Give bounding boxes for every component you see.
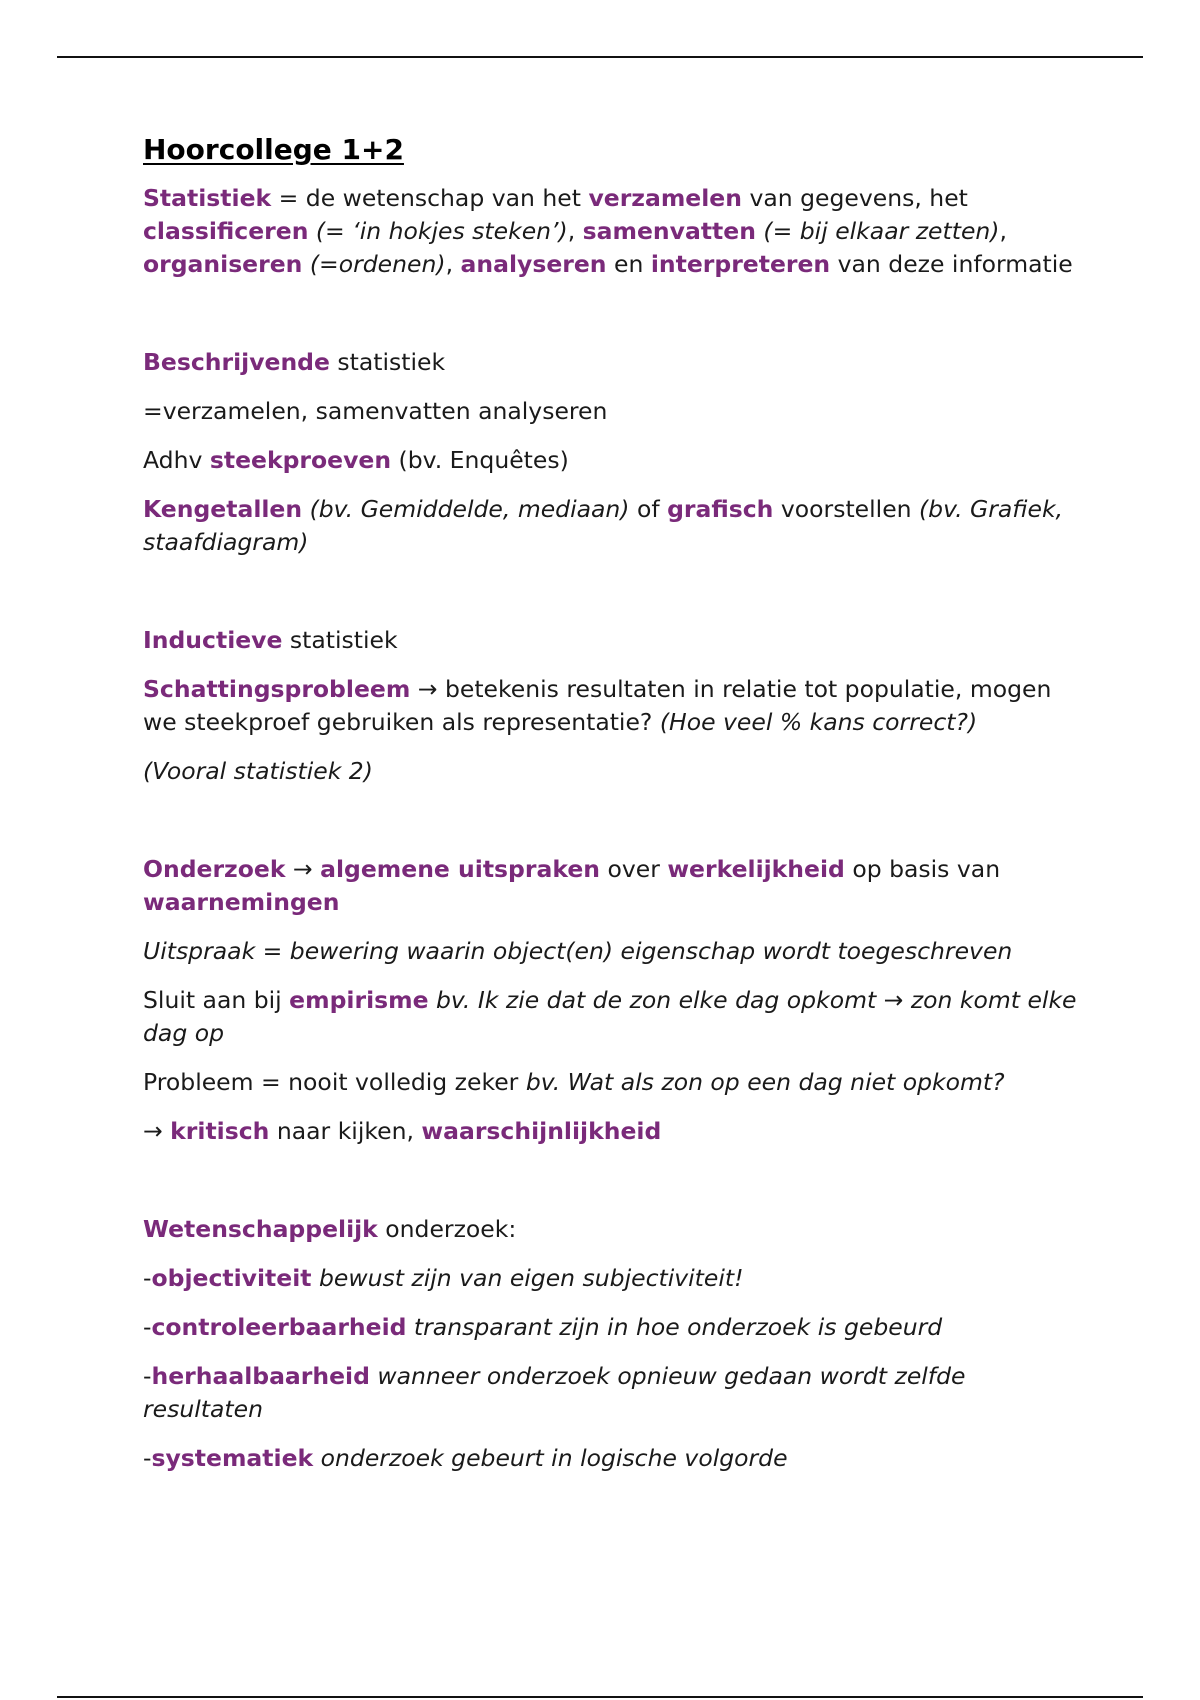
section-onderzoek (143, 853, 1083, 1148)
paragraph: (Vooral statistiek 2) (143, 757, 373, 785)
bottom-rule (57, 1696, 1143, 1698)
kw-interpreteren: interpreteren (650, 250, 831, 278)
section-heading: Inductieve statistiek (143, 626, 398, 654)
paragraph: Sluit aan bij empirisme bv. Ik zie dat de zon elke dag opkomt → zon komt elke dag op (143, 986, 1077, 1047)
kw-samenvatten: samenvatten (582, 217, 756, 245)
section-inductieve (143, 624, 1083, 788)
paragraph: → kritisch naar kijken, waarschijnlijkheid (143, 1117, 662, 1145)
paragraph: Probleem = nooit volledig zeker bv. Wat als zon op een dag niet opkomt? (143, 1068, 1005, 1096)
section-heading: Wetenschappelijk onderzoek: (143, 1215, 517, 1243)
paragraph: =verzamelen, samenvatten analyseren (143, 397, 608, 425)
kw-organiseren: organiseren (143, 250, 303, 278)
list-item: -objectiviteit bewust zijn van eigen subjectiviteit! (143, 1264, 744, 1292)
section-heading: Onderzoek → algemene uitspraken over werkelijkheid op basis van waarnemingen (143, 855, 1001, 916)
list-item: -systematiek onderzoek gebeurt in logische volgorde (143, 1444, 788, 1472)
paragraph: Adhv steekproeven (bv. Enquêtes) (143, 446, 569, 474)
section-beschrijvende (143, 346, 1083, 559)
kw-analyseren: analyseren (460, 250, 607, 278)
kw-verzamelen: verzamelen (588, 184, 742, 212)
page-title: Hoorcollege 1+2 (143, 133, 404, 166)
kw-statistiek: Statistiek (143, 184, 272, 212)
list-item: -controleerbaarheid transparant zijn in hoe onderzoek is gebeurd (143, 1313, 943, 1341)
section-heading: Beschrijvende statistiek (143, 348, 446, 376)
definition-statistiek: Statistiek = de wetenschap van het verzamelen van gegevens, het classificeren (= ‘in hokjes steken’), samenvatten (= bij elkaar zetten), organiseren (=ordenen), analyseren en interpreteren van deze informatie (143, 184, 1073, 278)
paragraph: Kengetallen (bv. Gemiddelde, mediaan) of grafisch voorstellen (bv. Grafiek, staafdiagram) (143, 495, 1064, 556)
document-body (143, 132, 1083, 1491)
top-rule (57, 56, 1143, 58)
list-item: -herhaalbaarheid wanneer onderzoek opnieuw gedaan wordt zelfde resultaten (143, 1362, 966, 1423)
kw-classificeren: classificeren (143, 217, 309, 245)
section-wetenschappelijk (143, 1213, 1083, 1475)
paragraph: Uitspraak = bewering waarin object(en) eigenschap wordt toegeschreven (143, 937, 1013, 965)
paragraph: Schattingsprobleem → betekenis resultaten in relatie tot populatie, mogen we steekproef gebruiken als representatie? (Hoe veel % kans correct?) (143, 675, 1052, 736)
